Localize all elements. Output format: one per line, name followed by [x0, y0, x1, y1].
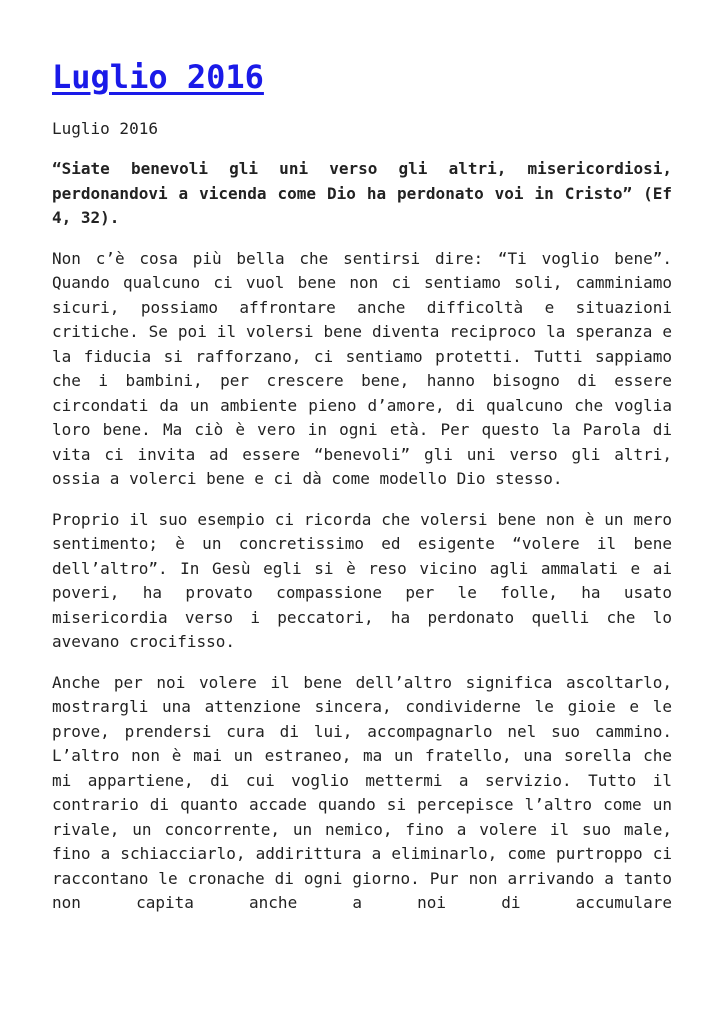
article — [52, 52, 672, 916]
paragraph-3: Anche per noi volere il bene dell’altro significa ascoltarlo, mostrargli una attenzione sincera, condividerne le gioie e le prove, prendersi cura di lui, accompagnarlo nel suo cammino. L’altro non è mai un estraneo, ma un fratello, una sorella che mi appartiene, di cui voglio mettermi a servizio. Tutto il contrario di quanto accade quando si percepisce l’altro come un rivale, un concorrente, un nemico, fino a volere il suo male, fino a schiacciarlo, addirittura a eliminarlo, come purtroppo ci raccontano le cronache di ogni giorno. Pur non arrivando a tanto non capita anche a noi di accumulare — [52, 672, 672, 912]
article-date: Luglio 2016 — [52, 119, 158, 138]
title-link[interactable]: Luglio 2016 — [52, 58, 264, 96]
scripture-quote: “Siate benevoli gli uni verso gli altri, misericordiosi, perdonandovi a vicenda come Dio ha perdonato voi in Cristo” (Ef 4, 32). — [52, 159, 672, 227]
paragraph-2: Proprio il suo esempio ci ricorda che volersi bene non è un mero sentimento; è un concretissimo ed esigente “volere il bene dell’altro”. In Gesù egli si è reso vicino agli ammalati e ai poveri, ha provato compassione per le folle, ha usato misericordia verso i peccatori, ha perdonato quelli che lo avevano crocifisso. — [52, 509, 672, 651]
paragraph-1: Non c’è cosa più bella che sentirsi dire: “Ti voglio bene”. Quando qualcuno ci vuol bene non ci sentiamo soli, camminiamo sicuri, possiamo affrontare anche difficoltà e situazioni critiche. Se poi il volersi bene diventa reciproco la speranza e la fiducia si rafforzano, ci sentiamo protetti. Tutti sappiamo che i bambini, per crescere bene, hanno bisogno di essere circondati da un ambiente pieno d’amore, di qualcuno che voglia loro bene. Ma ciò è vero in ogni età. Per questo la Parola di vita ci invita ad essere “benevoli” gli uni verso gli altri, ossia a volerci bene e ci dà come modello Dio stesso. — [52, 248, 672, 488]
page-title — [52, 52, 672, 102]
